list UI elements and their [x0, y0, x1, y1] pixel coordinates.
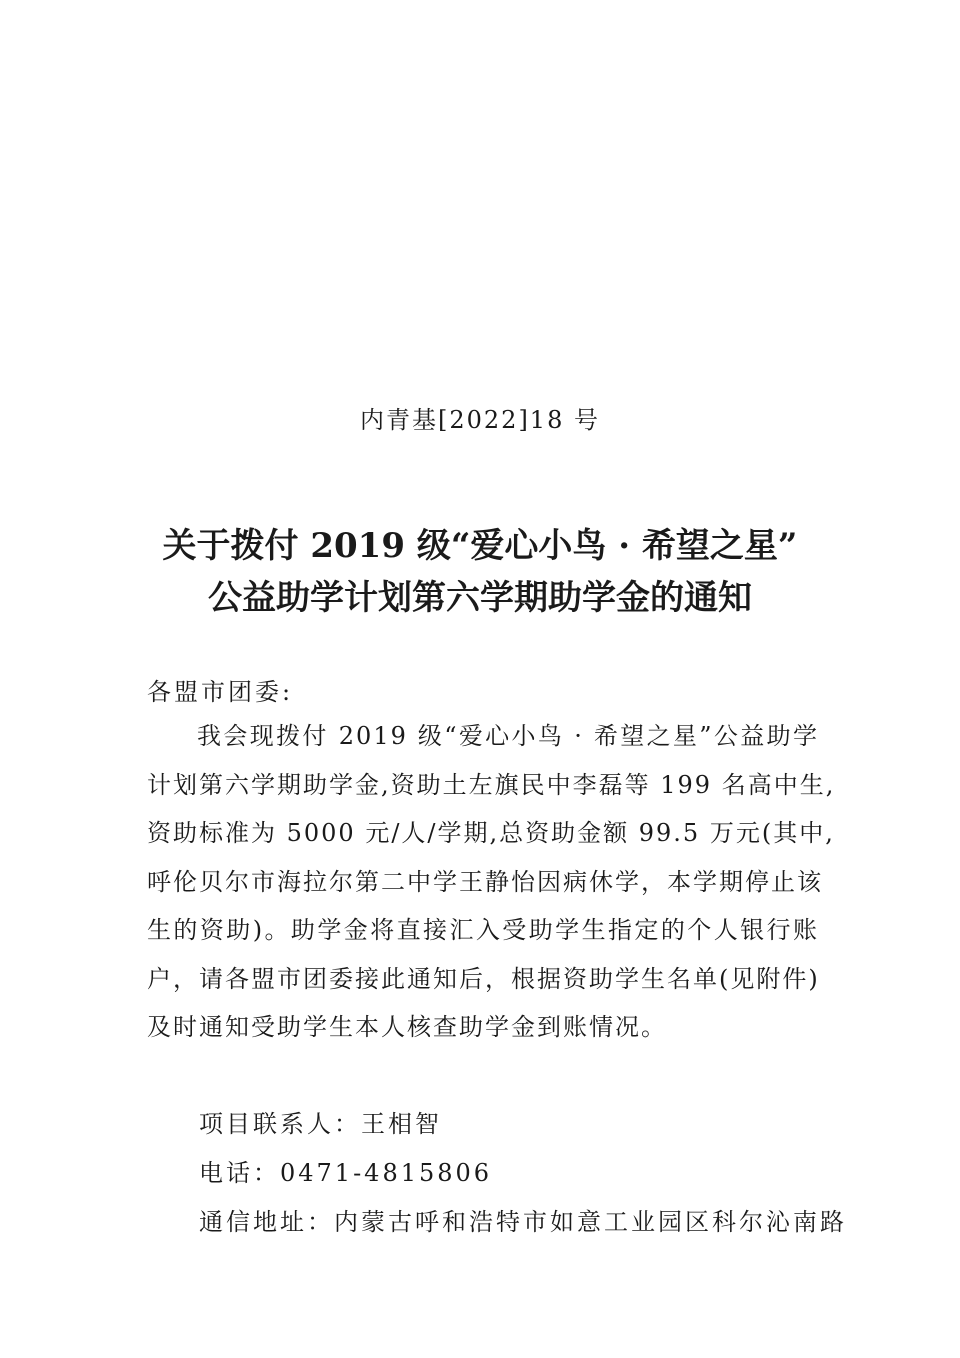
salutation: 各盟市团委:	[147, 678, 294, 706]
body-line: 计划第六学期助学金,资助土左旗民中李磊等 199 名高中生,	[147, 770, 836, 799]
body-line: 及时通知受助学生本人核查助学金到账情况。	[147, 1013, 667, 1041]
title-line-2: 公益助学计划第六学期助学金的通知	[208, 578, 752, 618]
contact-address: 通信地址：内蒙古呼和浩特市如意工业园区科尔沁南路	[199, 1208, 847, 1236]
document-title	[0, 520, 960, 624]
body-line: 生的资助)。助学金将直接汇入受助学生指定的个人银行账	[147, 916, 819, 944]
body-line: 呼伦贝尔市海拉尔第二中学王静怡因病休学，本学期停止该	[147, 867, 823, 896]
title-line-1: 关于拨付 2019 级“爱心小鸟 · 希望之星”	[162, 526, 798, 566]
contact-phone: 电话：0471-4815806	[199, 1159, 493, 1187]
body-line: 资助标准为 5000 元/人/学期,总资助金额 99.5 万元(其中,	[147, 819, 835, 847]
body-paragraph	[147, 712, 836, 1052]
contact-person: 项目联系人：王相智	[199, 1110, 442, 1138]
body-line: 户，请各盟市团委接此通知后，根据资助学生名单(见附件)	[147, 964, 820, 993]
document-number: 内青基[2022]18 号	[360, 406, 600, 434]
contact-info	[199, 1100, 847, 1247]
body-line: 我会现拨付 2019 级“爱心小鸟 · 希望之星”公益助学	[197, 722, 819, 750]
